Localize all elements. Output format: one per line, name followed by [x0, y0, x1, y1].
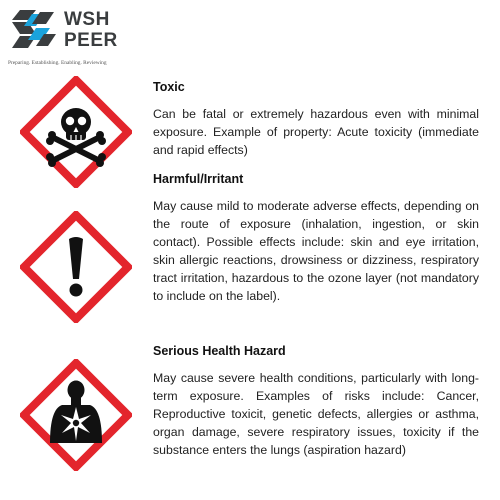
brand-name-line1: WSH: [64, 9, 110, 30]
brand-logo: [6, 6, 156, 68]
skull-crossbones-icon: [20, 76, 132, 188]
hazard-serious-health: [153, 344, 479, 459]
hazard-harmful-irritant: [153, 172, 479, 305]
hazard-description: May cause mild to moderate adverse effects, depending on the route of exposure (inhalation, ingestion, or skin contact). Possible effects include: skin and eye irritation, skin allergic reactions, drowsiness or dizziness, respiratory tract irritation, hazardous to the ozone layer (not mandatory to include on the label).: [153, 199, 479, 303]
hazard-title: Serious Health Hazard: [153, 344, 286, 358]
hazard-description: May cause severe health conditions, particularly with long-term exposure. Examples of risks include: Cancer, Reproductive toxicit, genetic defects, allergies or asthma, organ damage, severe respiratory issues, toxicity if the substance enters the lungs (aspiration hazard): [153, 371, 479, 457]
exclamation-mark-icon: [20, 211, 132, 323]
hazard-title: Harmful/Irritant: [153, 172, 244, 186]
hazard-title: Toxic: [153, 80, 185, 94]
hazard-description: Can be fatal or extremely hazardous even with minimal exposure. Example of property: Acute toxicity (immediate and rapid effects): [153, 107, 479, 157]
brand-tagline: Preparing. Establishing. Enabling. Reviewing: [8, 60, 107, 66]
wsh-peer-logo-icon: [6, 6, 60, 58]
brand-name-line2: PEER: [64, 30, 118, 51]
health-hazard-icon: [20, 359, 132, 471]
hazard-toxic: [153, 80, 479, 159]
